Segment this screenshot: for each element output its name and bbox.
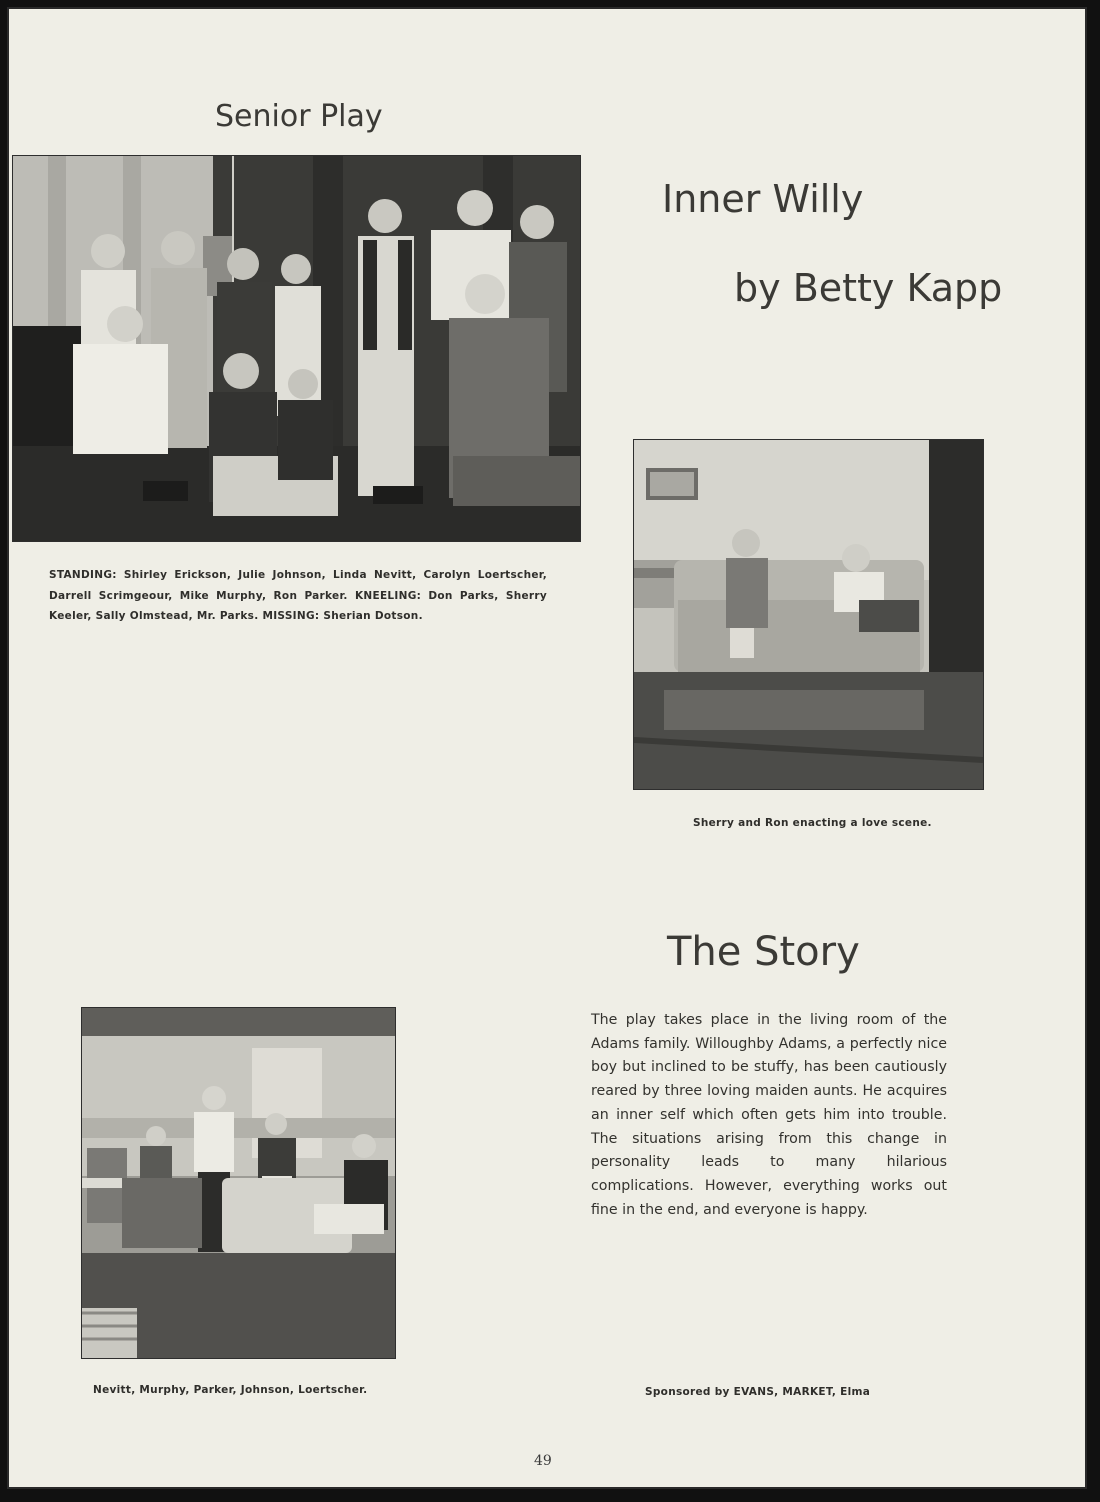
play-author: by Betty Kapp [734,266,1003,310]
story-text: The play takes place in the living room of the Adams family. Willoughby Adams, a perfectly nice boy but inclined to be stuffy, has been cautiously reared by three loving maiden aunts. He acquires an inner self which often gets him into trouble. The situations arising from this change in personality leads to many hilarious complications. However, everything works out fine in the end, and everyone is happy. [591,1012,947,1218]
story-title: The Story [667,929,860,975]
love-scene-caption: Sherry and Ron enacting a love scene. [693,817,932,829]
play-title: Inner Willy [662,177,864,221]
cast-group-photo [12,155,581,542]
cast-caption: STANDING: Shirley Erickson, Julie Johnson, Linda Nevitt, Carolyn Loertscher, Darrell Scrimgeour, Mike Murphy, Ron Parker. KNEELING: Don Parks, Sherry Keeler, Sally Olmstead, Mr. Parks. MISSING: Sherian Dotson. [49,569,547,622]
story-paragraph [591,1009,947,1222]
love-scene-photo [633,439,984,790]
rehearsal-photo [81,1007,396,1359]
rehearsal-caption: Nevitt, Murphy, Parker, Johnson, Loertscher. [93,1384,368,1396]
page-number: 49 [534,1453,552,1469]
sponsor-line: Sponsored by EVANS, MARKET, Elma [645,1386,871,1398]
yearbook-page [7,7,1087,1489]
section-title: Senior Play [215,99,383,134]
